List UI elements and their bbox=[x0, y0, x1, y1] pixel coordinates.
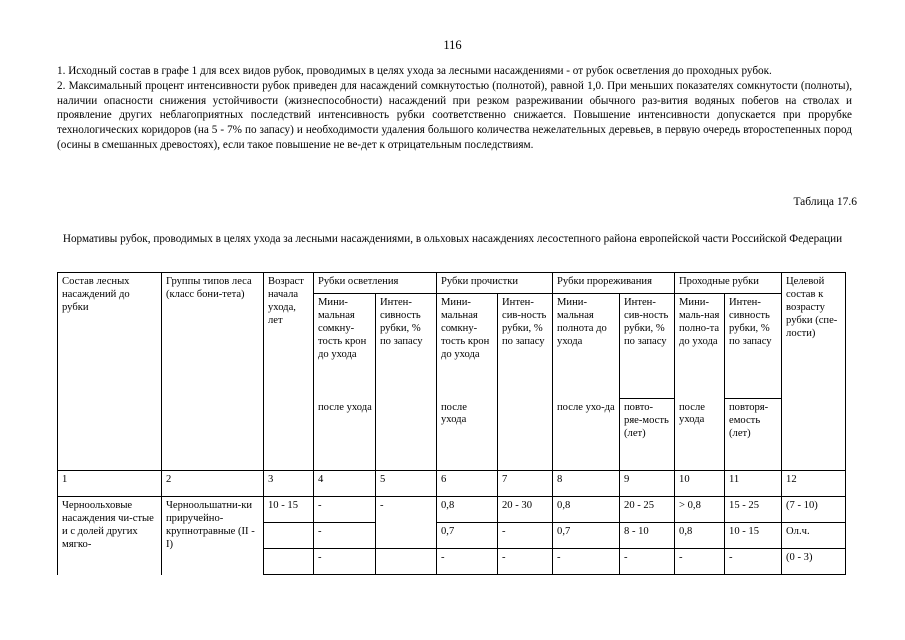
column-number: 11 bbox=[725, 471, 782, 497]
cell-c8: 0,7 bbox=[553, 523, 620, 549]
cell-c5-empty bbox=[376, 549, 437, 575]
column-number: 5 bbox=[376, 471, 437, 497]
header-repeat-c9: повто-ряе-мость (лет) bbox=[620, 399, 675, 471]
cell-c7: 20 - 30 bbox=[498, 497, 553, 523]
header-row-groups bbox=[58, 273, 846, 294]
table-caption: Нормативы рубок, проводимых в целях ухода за лесными насаждениями, в ольховых насаждениях лесостепного района европейской части Российской Федерации bbox=[62, 233, 843, 245]
note-1: 1. Исходный состав в графе 1 для всех видов рубок, проводимых в целях ухода за лесными насаждениями - от рубок осветления до проходных рубок. bbox=[57, 65, 772, 77]
column-number: 12 bbox=[782, 471, 846, 497]
column-number: 8 bbox=[553, 471, 620, 497]
cell-c10: - bbox=[675, 549, 725, 575]
column-number: 10 bbox=[675, 471, 725, 497]
header-c4: Мини-мальная сомкну-тость крон до ухода bbox=[314, 294, 376, 399]
cell-age: 10 - 15 bbox=[264, 497, 314, 523]
cell-c12: Ол.ч. bbox=[782, 523, 846, 549]
column-number: 1 bbox=[58, 471, 162, 497]
column-number: 7 bbox=[498, 471, 553, 497]
notes-block bbox=[57, 64, 852, 153]
header-c11: Интен-сивность рубки, % по запасу bbox=[725, 294, 782, 399]
cell-forest-group: Черноольшатни-ки приручейно-крупнотравные (II - I) bbox=[162, 497, 264, 575]
cell-age-empty bbox=[264, 523, 314, 549]
cell-c5: - bbox=[376, 497, 437, 549]
norms-table bbox=[57, 272, 846, 575]
header-c8: Мини-мальная полнота до ухода bbox=[553, 294, 620, 399]
cell-c8: - bbox=[553, 549, 620, 575]
cell-c10: 0,8 bbox=[675, 523, 725, 549]
header-target: Целевой состав к возрасту рубки (спе-лости) bbox=[782, 273, 846, 471]
column-number: 6 bbox=[437, 471, 498, 497]
header-thinning: Рубки прореживания bbox=[553, 273, 675, 294]
cell-c11: - bbox=[725, 549, 782, 575]
header-composition: Состав лесных насаждений до рубки bbox=[58, 273, 162, 471]
cell-c6: - bbox=[437, 549, 498, 575]
cell-c7: - bbox=[498, 523, 553, 549]
cell-c10: > 0,8 bbox=[675, 497, 725, 523]
header-repeat-c11: повторя-емость (лет) bbox=[725, 399, 782, 471]
page-number: 116 bbox=[443, 38, 462, 52]
column-number-row bbox=[58, 471, 846, 497]
cell-c4: - bbox=[314, 549, 376, 575]
header-c10: Мини-маль-ная полно-та до ухода bbox=[675, 294, 725, 399]
cell-c9: 20 - 25 bbox=[620, 497, 675, 523]
header-c7: Интен-сив-ность рубки, % по запасу bbox=[498, 294, 553, 471]
cell-c6: 0,8 bbox=[437, 497, 498, 523]
cell-c7: - bbox=[498, 549, 553, 575]
cell-c4: - bbox=[314, 523, 376, 549]
header-forest-groups: Группы типов леса (класс бони-тета) bbox=[162, 273, 264, 471]
header-c5: Интен-сивность рубки, % по запасу bbox=[376, 294, 437, 471]
cell-composition: Черноольховые насаждения чи-стые и с долей других мягко- bbox=[58, 497, 162, 575]
cell-c8: 0,8 bbox=[553, 497, 620, 523]
column-number: 2 bbox=[162, 471, 264, 497]
header-c6: Мини-мальная сомкну-тость крон до ухода bbox=[437, 294, 498, 399]
cell-c9: 8 - 10 bbox=[620, 523, 675, 549]
cell-c11: 15 - 25 bbox=[725, 497, 782, 523]
cell-c6: 0,7 bbox=[437, 523, 498, 549]
header-after-c8: после ухо-да bbox=[553, 399, 620, 471]
header-cleaning: Рубки прочистки bbox=[437, 273, 553, 294]
header-after-c4: после ухода bbox=[314, 399, 376, 471]
table-id: Таблица 17.6 bbox=[793, 196, 857, 208]
column-number: 4 bbox=[314, 471, 376, 497]
header-lightening: Рубки осветления bbox=[314, 273, 437, 294]
cell-c9: - bbox=[620, 549, 675, 575]
header-after-c10: после ухода bbox=[675, 399, 725, 471]
header-after-c6: после ухода bbox=[437, 399, 498, 471]
cell-c4: - bbox=[314, 497, 376, 523]
column-number: 3 bbox=[264, 471, 314, 497]
header-c9: Интен-сив-ность рубки, % по запасу bbox=[620, 294, 675, 399]
cell-c11: 10 - 15 bbox=[725, 523, 782, 549]
table-row bbox=[58, 497, 846, 523]
header-passing: Проходные рубки bbox=[675, 273, 782, 294]
cell-age-empty bbox=[264, 549, 314, 575]
header-age: Возраст начала ухода, лет bbox=[264, 273, 314, 471]
cell-c12: (0 - 3) bbox=[782, 549, 846, 575]
note-2: 2. Максимальный процент интенсивности рубок приведен для насаждений сомкнутостью (полнотой), равной 1,0. При меньших показателях сомкнутости (полноты), наличии опасности снижения устойчивости (жизнеспособности) насаждений при резком разреживании обычного раз-вития водяных побегов на стволах и проявление других неблагоприятных последствий интенсивность рубки соответственно снижается. Повышение интенсивности допускается при прорубке технологических коридоров (на 5 - 7% по запасу) и необходимости удаления большого количества нежелательных деревьев, в первую очередь второстепенных пород (осины в смешанных древостоях), если такое повышение не ве-дет к отрицательным последствиям. bbox=[57, 79, 852, 151]
cell-c12: (7 - 10) bbox=[782, 497, 846, 523]
column-number: 9 bbox=[620, 471, 675, 497]
